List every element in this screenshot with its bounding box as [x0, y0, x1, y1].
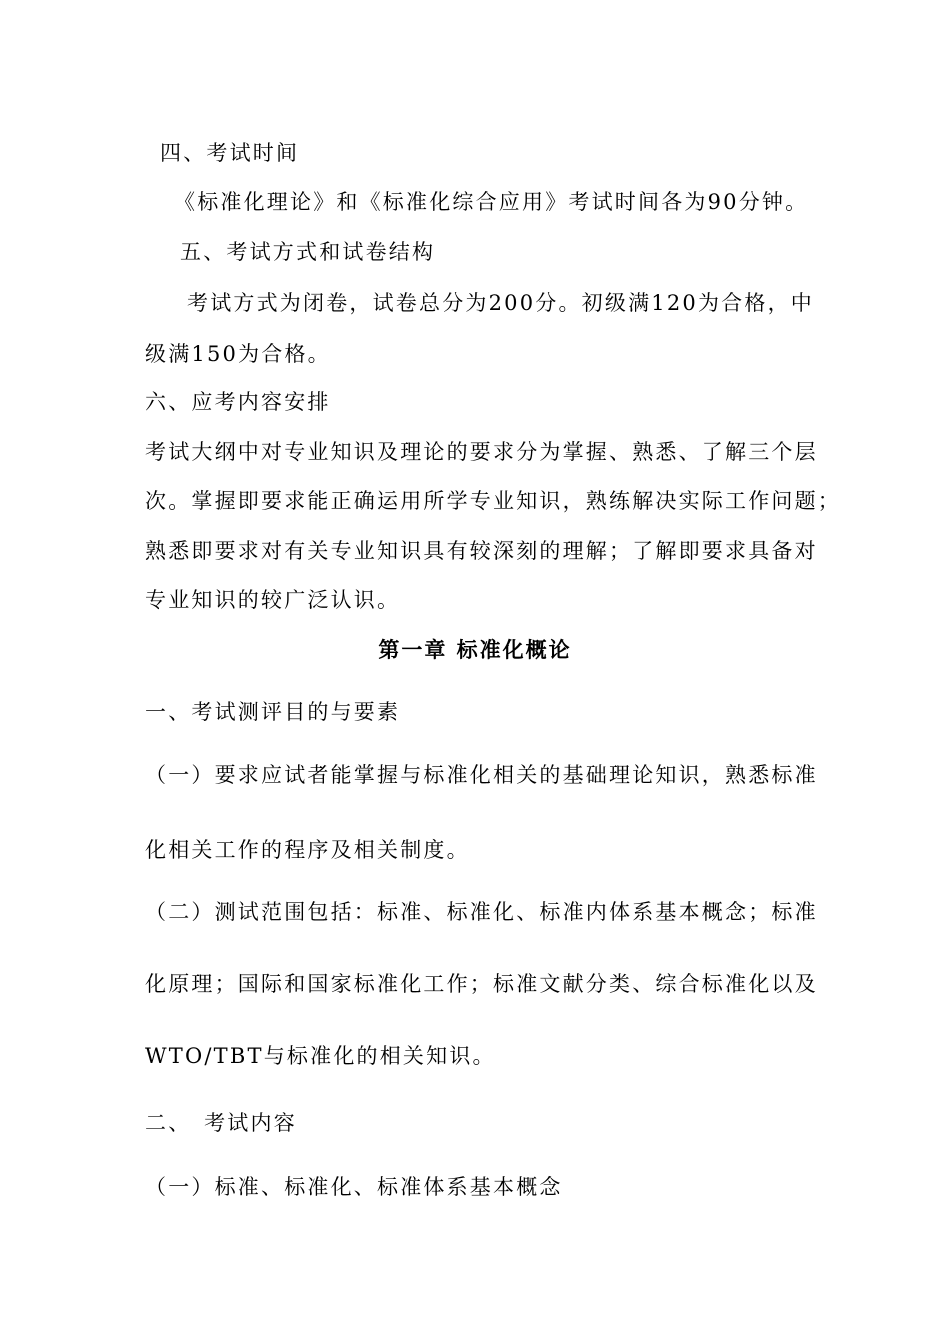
exam-content-item-1: （一）标准、标准化、标准体系基本概念 — [145, 1175, 563, 1199]
objectives-item-2-line-2: 化原理；国际和国家标准化工作；标准文献分类、综合标准化以及 — [145, 972, 818, 996]
paragraph-exam-time: 《标准化理论》和《标准化综合应用》考试时间各为90分钟。 — [174, 190, 809, 214]
paragraph-content-arrangement-line-1: 考试大纲中对专业知识及理论的要求分为掌握、熟悉、了解三个层 — [145, 440, 818, 464]
section-heading-objectives: 一、考试测评目的与要素 — [145, 700, 401, 724]
objectives-item-2-line-1: （二）测试范围包括：标准、标准化、标准内体系基本概念；标准 — [145, 900, 818, 924]
paragraph-exam-format-line-2: 级满150为合格。 — [145, 342, 331, 366]
chapter-title: 第一章 标准化概论 — [378, 638, 572, 662]
section-heading-exam-content: 二、 考试内容 — [145, 1111, 297, 1135]
paragraph-content-arrangement-line-2: 次。掌握即要求能正确运用所学专业知识，熟练解决实际工作问题； — [145, 489, 841, 513]
paragraph-exam-format-line-1: 考试方式为闭卷，试卷总分为200分。初级满120为合格，中 — [187, 291, 814, 315]
objectives-item-2-line-3: WTO/TBT与标准化的相关知识。 — [145, 1044, 496, 1068]
objectives-item-1-line-2: 化相关工作的程序及相关制度。 — [145, 838, 470, 862]
section-heading-exam-time: 四、考试时间 — [160, 141, 300, 165]
section-heading-exam-format: 五、考试方式和试卷结构 — [180, 240, 436, 264]
section-heading-content-arrangement: 六、应考内容安排 — [145, 390, 331, 414]
paragraph-content-arrangement-line-4: 专业知识的较广泛认识。 — [145, 588, 401, 612]
objectives-item-1-line-1: （一）要求应试者能掌握与标准化相关的基础理论知识，熟悉标准 — [145, 763, 818, 787]
paragraph-content-arrangement-line-3: 熟悉即要求对有关专业知识具有较深刻的理解；了解即要求具备对 — [145, 539, 818, 563]
